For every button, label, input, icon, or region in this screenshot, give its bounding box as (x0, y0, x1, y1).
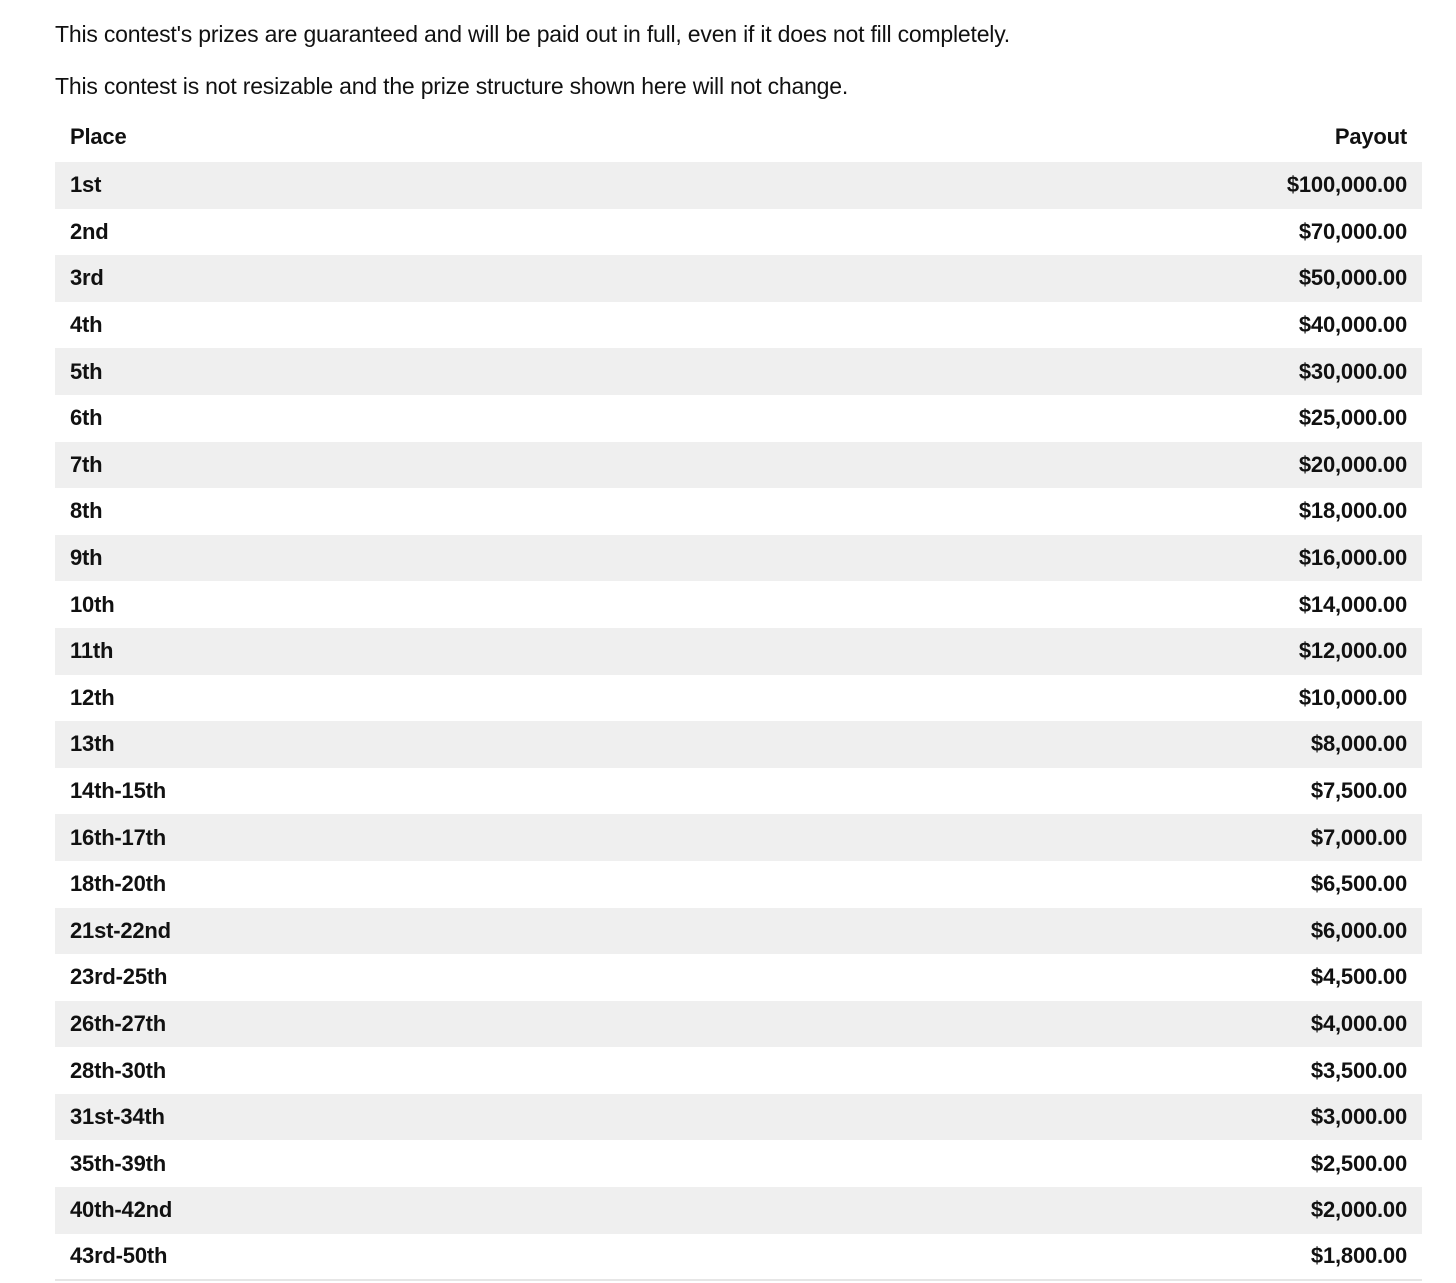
table-row (55, 395, 1422, 442)
payout-cell: $6,500.00 (1310, 871, 1407, 897)
payout-cell: $10,000.00 (1298, 684, 1407, 710)
payout-cell: $6,000.00 (1310, 917, 1407, 943)
table-row (55, 908, 1422, 955)
payout-cell: $7,500.00 (1310, 778, 1407, 804)
table-row (55, 488, 1422, 535)
place-cell: 5th (70, 358, 103, 384)
table-row (55, 162, 1422, 209)
place-cell: 26th-27th (70, 1010, 166, 1036)
payout-cell: $14,000.00 (1298, 591, 1407, 617)
place-cell: 23rd-25th (70, 964, 168, 990)
table-row (55, 442, 1422, 489)
place-cell: 31st-34th (70, 1104, 165, 1130)
place-cell: 8th (70, 498, 103, 524)
place-cell: 43rd-50th (70, 1243, 168, 1269)
place-cell: 12th (70, 684, 115, 710)
place-cell: 7th (70, 451, 103, 477)
payout-table (55, 114, 1422, 1281)
payout-cell: $20,000.00 (1298, 451, 1407, 477)
payout-cell: $70,000.00 (1298, 218, 1407, 244)
table-row (55, 581, 1422, 628)
payout-cell: $4,000.00 (1310, 1010, 1407, 1036)
place-cell: 2nd (70, 218, 109, 244)
place-cell: 28th-30th (70, 1057, 166, 1083)
table-row (55, 348, 1422, 395)
table-header-row (55, 114, 1422, 162)
place-cell: 16th-17th (70, 824, 166, 850)
payout-cell: $40,000.00 (1298, 312, 1407, 338)
place-cell: 10th (70, 591, 115, 617)
table-row (55, 1094, 1422, 1141)
payout-cell: $2,500.00 (1310, 1150, 1407, 1176)
payout-cell: $12,000.00 (1298, 638, 1407, 664)
table-row (55, 814, 1422, 861)
guaranteed-notice: This contest's prizes are guaranteed and will be paid out in full, even if it does not fill completely. (55, 21, 1011, 47)
place-column-header: Place (70, 124, 127, 149)
place-cell: 21st-22nd (70, 917, 171, 943)
payout-cell: $16,000.00 (1298, 545, 1407, 571)
table-row (55, 861, 1422, 908)
table-row (55, 255, 1422, 302)
payout-cell: $30,000.00 (1298, 358, 1407, 384)
place-cell: 4th (70, 312, 103, 338)
place-cell: 1st (70, 172, 102, 198)
table-row (55, 768, 1422, 815)
payout-cell: $25,000.00 (1298, 405, 1407, 431)
place-cell: 14th-15th (70, 778, 166, 804)
table-row (55, 675, 1422, 722)
place-cell: 40th-42nd (70, 1197, 173, 1223)
table-row (55, 1047, 1422, 1094)
table-row (55, 1234, 1422, 1281)
place-cell: 6th (70, 405, 103, 431)
table-row (55, 1187, 1422, 1234)
payout-cell: $1,800.00 (1310, 1243, 1407, 1269)
payout-cell: $3,500.00 (1310, 1057, 1407, 1083)
place-cell: 13th (70, 731, 115, 757)
table-row (55, 954, 1422, 1001)
payout-cell: $8,000.00 (1310, 731, 1407, 757)
payout-cell: $2,000.00 (1310, 1197, 1407, 1223)
place-cell: 9th (70, 545, 103, 571)
place-cell: 35th-39th (70, 1150, 166, 1176)
place-cell: 3rd (70, 265, 104, 291)
payout-cell: $100,000.00 (1286, 172, 1407, 198)
place-cell: 18th-20th (70, 871, 166, 897)
payout-cell: $4,500.00 (1310, 964, 1407, 990)
payout-table-body (55, 162, 1422, 1280)
table-row (55, 209, 1422, 256)
place-cell: 11th (70, 638, 114, 664)
prize-structure-panel (55, 0, 1422, 1281)
table-row (55, 721, 1422, 768)
table-row (55, 628, 1422, 675)
payout-cell: $18,000.00 (1298, 498, 1407, 524)
table-row (55, 302, 1422, 349)
not-resizable-notice: This contest is not resizable and the prize structure shown here will not change. (55, 73, 849, 99)
table-row (55, 1140, 1422, 1187)
table-row (55, 1001, 1422, 1048)
payout-column-header: Payout (1334, 124, 1407, 149)
payout-cell: $3,000.00 (1310, 1104, 1407, 1130)
payout-cell: $50,000.00 (1298, 265, 1407, 291)
payout-cell: $7,000.00 (1310, 824, 1407, 850)
table-row (55, 535, 1422, 582)
